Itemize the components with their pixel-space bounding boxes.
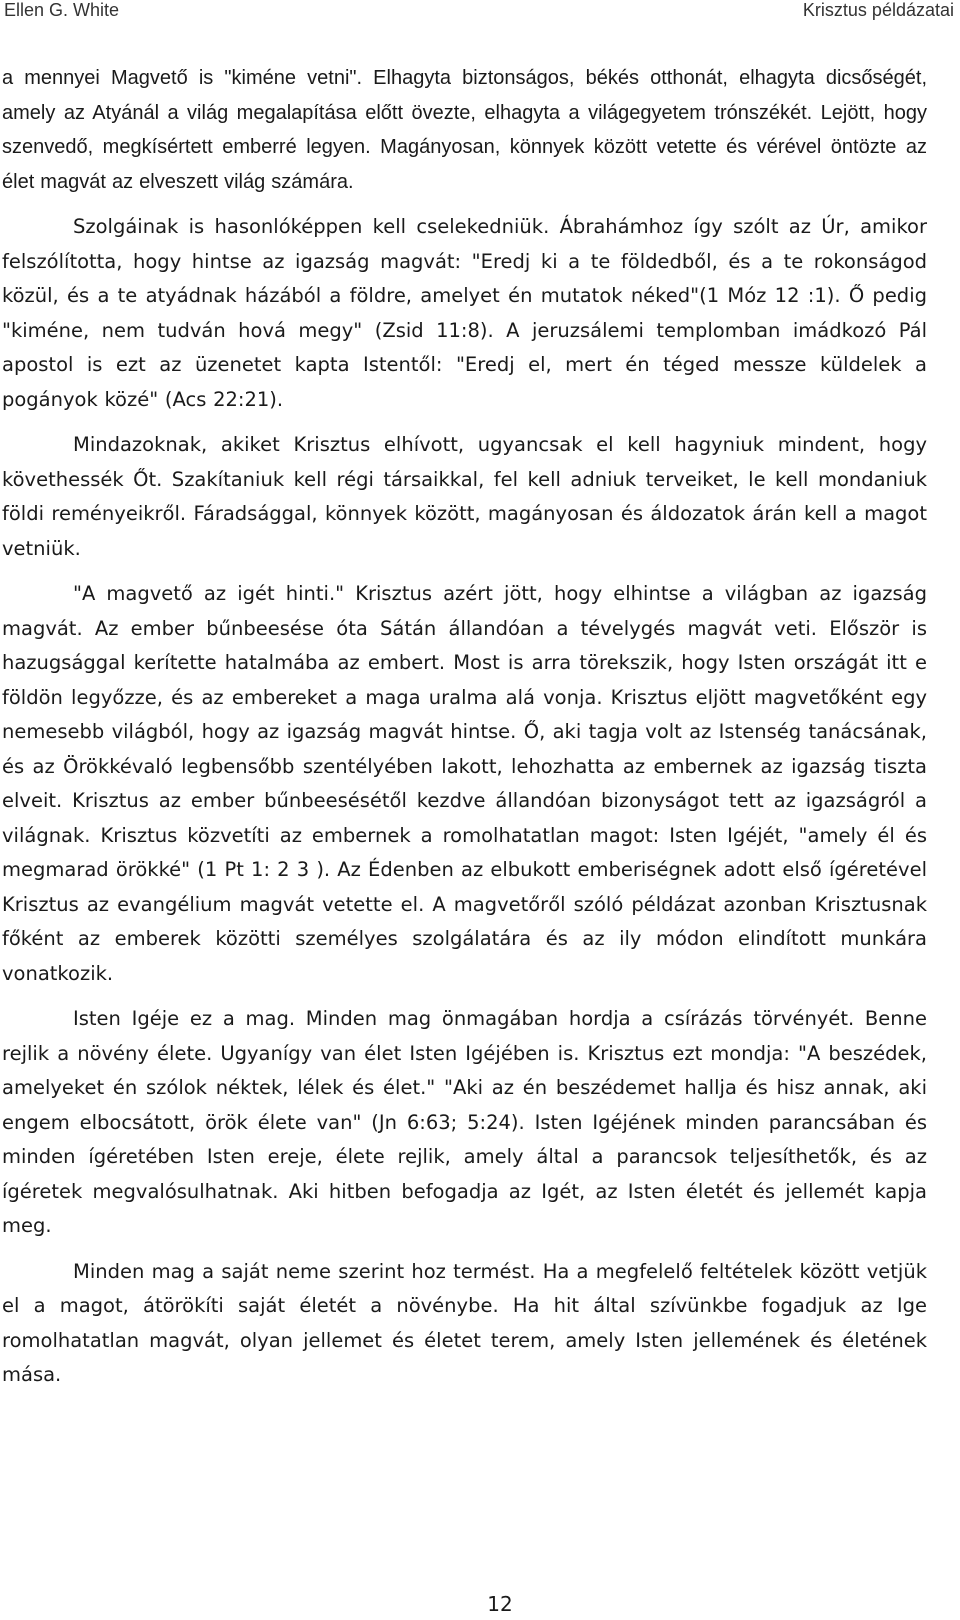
paragraph-2: Szolgáinak is hasonlóképpen kell cselekedniük. Ábrahámhoz így szólt az Úr, amikor felszólította, hogy hintse az igazság magvát: "Eredj ki a te földedből, és a te rokonságod közül, és a te atyádnak házából a földre, amelyet én mutatok néked"(1 Móz 12 :1). Ő pedig "kiméne, nem tudván hová megy" (Zsid 11:8). A jeruzsálemi templomban imádkozó Pál apostol is ezt az üzenetet kapta Istentől: "Eredj el, mert én téged messze küldelek a pogányok közé" (Acs 22:21). bbox=[2, 215, 927, 411]
header-book-title: Krisztus példázatai bbox=[802, 0, 954, 20]
paragraph-4: "A magvető az igét hinti." Krisztus azért jött, hogy elhintse a világban az igazság magvát. Az ember bűnbeesése óta Sátán állandóan a tévelygés magvát veti. Először is hazugsággal kerítette hatalmába az embert. Most is arra törekszik, hogy Isten országát itt e földön legyőzze, és az embereket a maga uralma alá vonja. Krisztus eljött magvetőként egy nemesebb világból, hogy az igazság magvát hintse. Ő, aki tagja volt az Istenség tanácsának, és az Örökkévaló legbensőbb szentélyében lakott, lehozhatta az embernek az igazság tiszta elveit. Krisztus az ember bűnbeesésétől kezdve állandóan bizonyságot tett az igazságról a világnak. Krisztus közvetíti az embernek a romolhatatlan magot: Isten Igéjét, "amely él és megmarad örökké" (1 Pt 1: 2 3 ). Az Édenben az elbukott emberiségnek adott első ígéretével Krisztus az evangélium magvát vetette el. A magvetőről szóló példázat azonban Krisztusnak főként az emberek közötti személyes szolgálatára és az ily módon elindított munkára vonatkozik. bbox=[2, 582, 927, 985]
paragraph-5: Isten Igéje ez a mag. Minden mag önmagában hordja a csírázás törvényét. Benne rejlik a növény élete. Ugyanígy van élet Isten Igéjében is. Krisztus ezt mondja: "A beszédek, amelyeket én szólok néktek, lélek és élet." "Aki az én beszédemet hallja és hisz annak, aki engem elbocsátott, örök élete van" (Jn 6:63; 5:24). Isten Igéjének minden parancsában és minden ígéretében Isten ereje, élete rejlik, amely által a parancsok teljesíthetők, és az ígéretek megvalósulhatnak. Aki hitben befogadja az Igét, az Isten életét és jellemét kapja meg. bbox=[2, 1007, 927, 1237]
paragraph-6: Minden mag a saját neme szerint hoz termést. Ha a megfelelő feltételek között vetjük el a magot, átörökíti saját életét a növénybe. Ha hit által szívünkbe fogadjuk az Ige romolhatatlan magvát, olyan jellemet és életet terem, amely Isten jellemének és életének mása. bbox=[2, 1259, 927, 1386]
page-body bbox=[2, 61, 927, 1393]
page-header bbox=[0, 0, 960, 26]
header-author: Ellen G. White bbox=[4, 0, 120, 20]
paragraph-1: a mennyei Magvető is "kiméne vetni". Elhagyta biztonságos, békés otthonát, elhagyta dicsőségét, amely az Atyánál a világ megalapítása előtt övezte, elhagyta a világegyetem trónszékét. Lejött, hogy szenvedő, megkísértett emberré legyen. Magányosan, könnyek között vetette és vérével öntözte az élet magvát az elveszett világ számára. bbox=[2, 67, 927, 193]
paragraph-3: Mindazoknak, akiket Krisztus elhívott, ugyancsak el kell hagyniuk mindent, hogy követhessék Őt. Szakítaniuk kell régi társaikkal, fel kell adniuk terveiket, le kell mondaniuk földi reményeikről. Fáradsággal, könnyek között, magányosan és áldozatok árán kell a magot vetniük. bbox=[2, 433, 927, 560]
page-number: 12 bbox=[487, 1592, 513, 1616]
